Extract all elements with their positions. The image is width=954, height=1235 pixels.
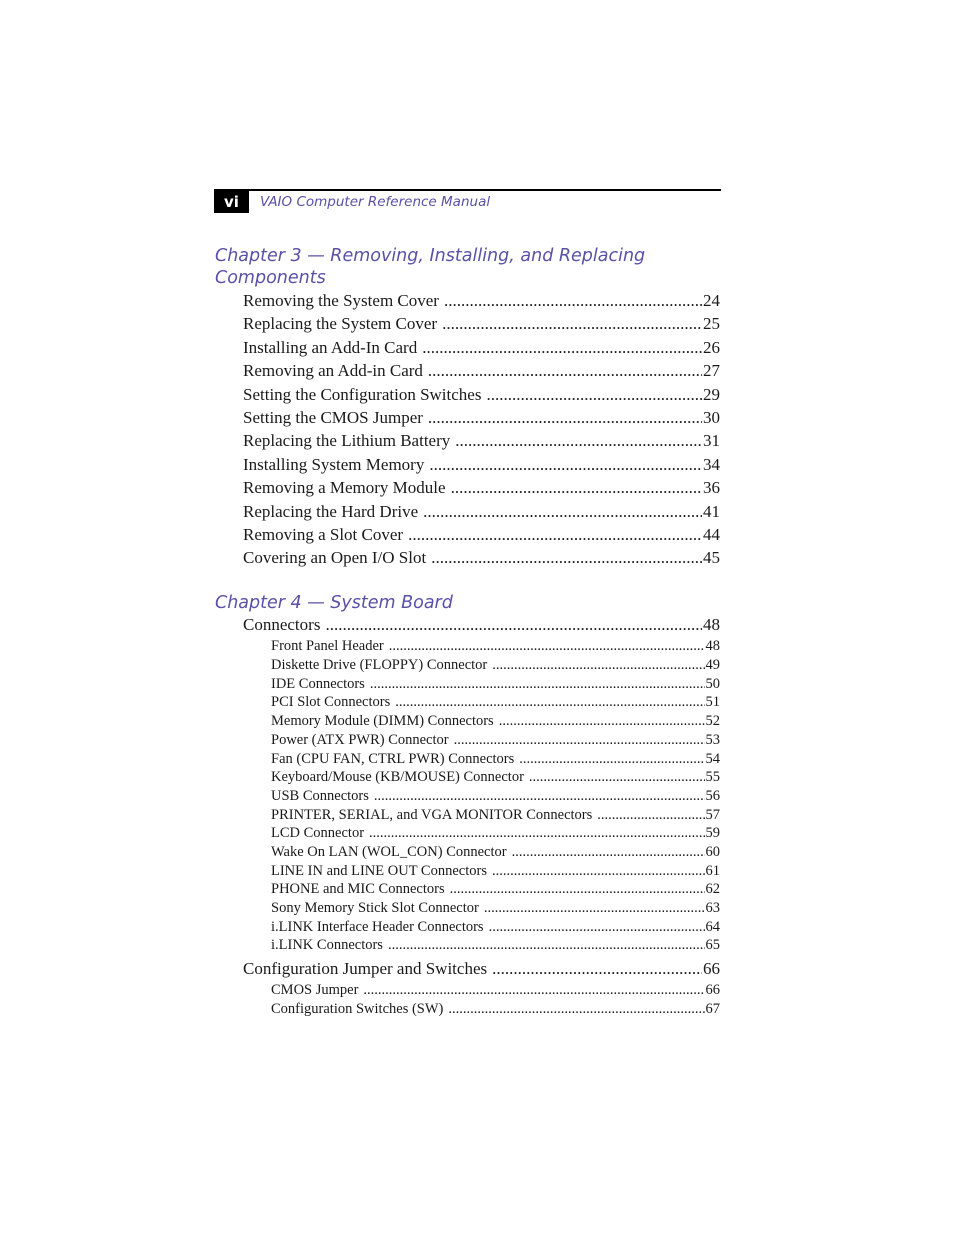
dot-leader [512, 844, 705, 861]
dot-leader [429, 455, 702, 475]
dot-leader [448, 1001, 704, 1018]
toc-entry-page: 48 [705, 638, 720, 655]
dot-leader [597, 807, 704, 824]
dot-leader [489, 919, 705, 936]
toc-entry-label: LINE IN and LINE OUT Connectors [271, 862, 487, 879]
dot-leader [454, 732, 705, 749]
toc-entry-page: 34 [703, 454, 720, 474]
toc-entry-label: Replacing the Lithium Battery [243, 431, 451, 451]
toc-entry[interactable] [243, 291, 720, 314]
dot-leader [492, 959, 702, 979]
header-rule [214, 189, 721, 191]
dot-leader [369, 825, 704, 842]
dot-leader [389, 638, 705, 655]
toc-entry-page: 29 [703, 384, 720, 404]
toc-entry-page: 64 [705, 918, 720, 935]
chapter-3-heading[interactable]: Chapter 3 — Removing, Installing, and Replacing Components [215, 246, 646, 288]
toc-entry-page: 27 [703, 361, 720, 381]
toc-entry-page: 65 [705, 937, 720, 954]
toc-entry-page: 24 [703, 291, 720, 310]
toc-entry-label: Fan (CPU FAN, CTRL PWR) Connectors [271, 750, 515, 767]
toc-entry[interactable] [243, 788, 720, 807]
toc-entry-page: 63 [705, 900, 720, 917]
toc-entry-page: 36 [703, 478, 720, 498]
toc-entry-page: 49 [705, 657, 720, 674]
toc-entry-label: i.LINK Connectors [271, 937, 383, 954]
toc-entry-page: 56 [705, 787, 720, 804]
toc-entry[interactable] [243, 769, 720, 788]
toc-entry[interactable] [243, 676, 720, 695]
toc-entry-page: 66 [703, 959, 720, 979]
toc-entry-page: 25 [703, 314, 720, 334]
toc-entry[interactable] [243, 807, 720, 826]
toc-entry[interactable] [243, 431, 720, 454]
toc-entry[interactable] [243, 863, 720, 882]
dot-leader [363, 982, 704, 999]
toc-entry-label: Setting the Configuration Switches [243, 384, 482, 404]
page-number: vi [214, 191, 249, 213]
toc-entry[interactable] [243, 900, 720, 919]
toc-entry-page: 45 [703, 548, 720, 568]
toc-entry[interactable] [243, 548, 720, 571]
dot-leader [423, 502, 702, 522]
toc-entry-page: 55 [705, 769, 720, 786]
toc-entry-page: 67 [705, 1001, 720, 1018]
dot-leader [428, 361, 702, 381]
toc-entry-label: Replacing the System Cover [243, 314, 438, 334]
toc-entry-page: 54 [705, 750, 720, 767]
chapter-3-entries [243, 291, 720, 572]
toc-entry-page: 59 [705, 825, 720, 842]
toc-entry-label: PRINTER, SERIAL, and VGA MONITOR Connectors [271, 806, 593, 823]
toc-entry-label: CMOS Jumper [271, 982, 359, 999]
toc-entry-label: USB Connectors [271, 787, 369, 804]
dot-leader [499, 713, 705, 730]
toc-entry-page: 30 [703, 407, 720, 427]
dot-leader [395, 694, 704, 711]
toc-entry-page: 57 [705, 806, 720, 823]
toc-entry-page: 44 [703, 524, 720, 544]
toc-entry[interactable] [243, 825, 720, 844]
toc-entry-page: 31 [703, 431, 720, 451]
toc-entry-label: Removing a Slot Cover [243, 524, 404, 544]
dot-leader [325, 615, 702, 635]
toc-entry-label: PCI Slot Connectors [271, 694, 391, 711]
toc-entry[interactable] [243, 314, 720, 337]
toc-entry-label: Setting the CMOS Jumper [243, 407, 423, 427]
dot-leader [451, 478, 702, 498]
toc-entry-page: 26 [703, 337, 720, 357]
toc-entry-label: Diskette Drive (FLOPPY) Connector [271, 657, 488, 674]
toc-entry[interactable] [243, 919, 720, 938]
toc-entry-label: Covering an Open I/O Slot [243, 548, 427, 568]
dot-leader [455, 431, 702, 451]
toc-entry-label: Sony Memory Stick Slot Connector [271, 900, 479, 917]
toc-entry-label: LCD Connector [271, 825, 365, 842]
toc-entry[interactable] [243, 455, 720, 478]
toc-entry-page: 52 [705, 713, 720, 730]
toc-entry-page: 48 [703, 615, 720, 634]
toc-entry-label: Front Panel Header [271, 638, 384, 655]
toc-entry-label: Removing the System Cover [243, 291, 439, 310]
toc-entry[interactable] [243, 615, 720, 638]
toc-entry-label: Power (ATX PWR) Connector [271, 731, 449, 748]
toc-entry[interactable] [243, 694, 720, 713]
toc-entry[interactable] [243, 502, 720, 525]
toc-entry-page: 51 [705, 694, 720, 711]
dot-leader [388, 937, 705, 954]
toc-entry-page: 50 [705, 675, 720, 692]
toc-entry-label: i.LINK Interface Header Connectors [271, 918, 484, 935]
toc-entry-label: Configuration Jumper and Switches [243, 959, 488, 979]
toc-entry[interactable] [243, 732, 720, 751]
toc-entry-page: 62 [705, 881, 720, 898]
toc-entry[interactable] [243, 881, 720, 900]
toc-entry-page: 61 [705, 862, 720, 879]
toc-entry-label: Connectors [243, 615, 321, 634]
dot-leader [442, 314, 702, 334]
toc-entry[interactable] [243, 959, 720, 982]
toc-entry[interactable] [243, 844, 720, 863]
toc-entry-label: Installing an Add-In Card [243, 337, 418, 357]
toc-entry-page: 53 [705, 731, 720, 748]
dot-leader [492, 863, 705, 880]
toc-entry-label: Removing a Memory Module [243, 478, 446, 498]
toc-entry[interactable] [243, 525, 720, 548]
chapter-4-heading[interactable]: Chapter 4 — System Board [215, 593, 453, 613]
toc-entry[interactable] [243, 338, 720, 361]
dot-leader [450, 881, 705, 898]
toc-entry-label: IDE Connectors [271, 675, 365, 692]
dot-leader [374, 788, 705, 805]
dot-leader [486, 385, 702, 405]
dot-leader [370, 676, 705, 693]
toc-entry-label: Installing System Memory [243, 454, 425, 474]
toc-entry[interactable] [243, 478, 720, 501]
toc-entry[interactable] [243, 361, 720, 384]
toc-entry-label: Wake On LAN (WOL_CON) Connector [271, 843, 507, 860]
chapter-4-entries [243, 615, 720, 1020]
dot-leader [422, 338, 702, 358]
toc-entry[interactable] [243, 1001, 720, 1020]
toc-entry[interactable] [243, 408, 720, 431]
toc-entry-label: PHONE and MIC Connectors [271, 881, 445, 898]
dot-leader [484, 900, 705, 917]
toc-entry[interactable] [243, 638, 720, 657]
toc-entry[interactable] [243, 657, 720, 676]
toc-entry-label: Replacing the Hard Drive [243, 501, 419, 521]
toc-entry[interactable] [243, 982, 720, 1001]
dot-leader [492, 657, 704, 674]
toc-entry-label: Configuration Switches (SW) [271, 1001, 444, 1018]
dot-leader [444, 291, 702, 311]
running-title: VAIO Computer Reference Manual [260, 194, 491, 210]
toc-entry-label: Memory Module (DIMM) Connectors [271, 713, 494, 730]
dot-leader [408, 525, 702, 545]
toc-entry[interactable] [243, 713, 720, 732]
toc-entry-page: 66 [705, 982, 720, 999]
dot-leader [519, 751, 704, 768]
toc-entry-page: 60 [705, 843, 720, 860]
dot-leader [529, 769, 705, 786]
toc-entry-label: Keyboard/Mouse (KB/MOUSE) Connector [271, 769, 524, 786]
toc-entry[interactable] [243, 385, 720, 408]
toc-entry[interactable] [243, 937, 720, 956]
dot-leader [428, 408, 702, 428]
toc-entry[interactable] [243, 751, 720, 770]
dot-leader [431, 548, 702, 568]
toc-entry-label: Removing an Add-in Card [243, 361, 423, 381]
toc-entry-page: 41 [703, 501, 720, 521]
